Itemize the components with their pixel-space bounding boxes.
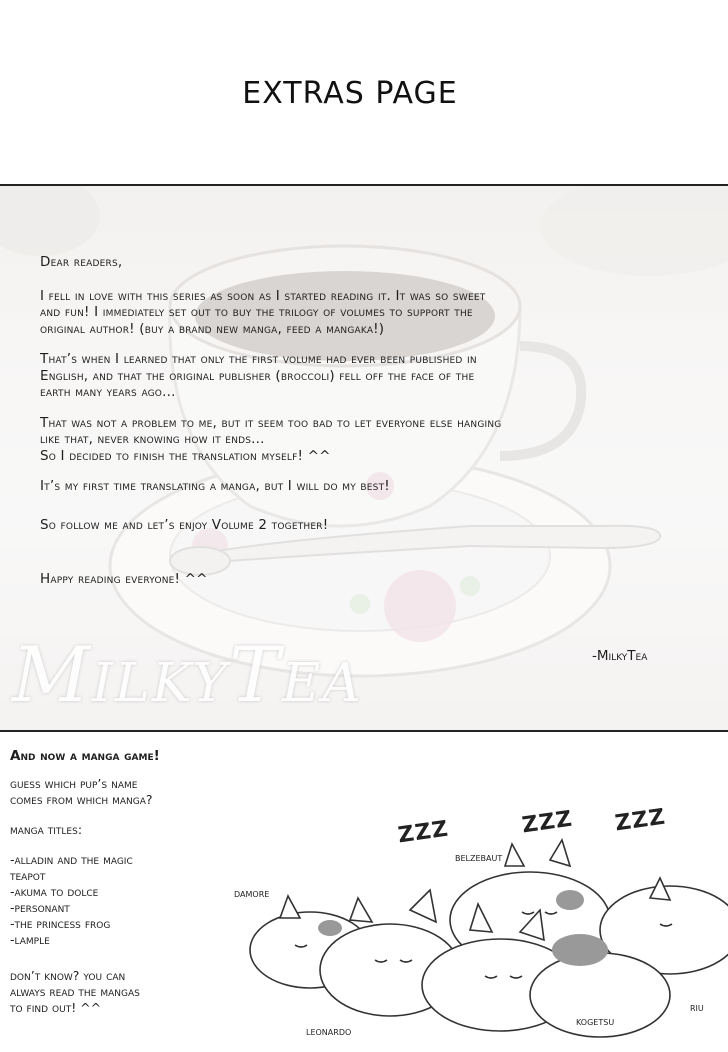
zzz-sound-effect: ZZZ — [520, 806, 575, 839]
game-heading: And now a manga game! — [10, 748, 160, 764]
bottom-divider — [0, 730, 728, 732]
game-footer: don’t know? you can always read the mangas to find out! ^^ — [10, 968, 140, 1015]
letter-paragraph-3: That was not a problem to me, but it seem too bad to let everyone else hanging like that, never knowing how it ends... So I decided to finish the translation myself! ^^ — [40, 414, 502, 464]
game-question: guess which pup’s name comes from which manga? — [10, 776, 153, 807]
sleeping-pups-illustration — [240, 800, 728, 1050]
letter-paragraph-5: So follow me and let’s enjoy Volume 2 together! — [40, 516, 329, 533]
letter-paragraph-4: It’s my first time translating a manga, but I will do my best! — [40, 478, 390, 494]
pup-label-kogetsu: kogetsu — [576, 1014, 615, 1028]
letter-paragraph-2: That’s when I learned that only the first volume had ever been published in English, and that the original publisher (broccoli) fell off the face of the earth many years ago... — [40, 351, 477, 400]
letter-paragraph-6: Happy reading everyone! ^^ — [40, 571, 208, 587]
zzz-sound-effect: ZZZ — [396, 816, 451, 849]
list-item: -akuma to dolce — [10, 884, 99, 899]
milkytea-watermark: MilkyTea — [12, 630, 363, 719]
list-item: -personant — [10, 900, 70, 915]
list-item: -alladin and the magic teapot — [10, 852, 133, 883]
list-item: -lample — [10, 932, 50, 947]
header — [0, 0, 728, 184]
letter-signature: -MilkyTea — [592, 648, 648, 664]
zzz-sound-effect: ZZZ — [613, 804, 668, 837]
pup-label-leonardo: leonardo — [306, 1024, 352, 1038]
page-title: EXTRAS PAGE — [242, 76, 458, 111]
pup-label-damore: damore — [234, 886, 270, 900]
letter-paragraph-1: I fell in love with this series as soon as I started reading it. It was so sweet and fun! I immediately set out to buy the trilogy of volumes to support the original author! (buy a brand new manga, feed a mangaka!) — [40, 287, 486, 337]
manga-titles-label: manga titles: — [10, 822, 83, 837]
manga-titles-list — [10, 852, 240, 948]
pup-label-belzebaut: belzebaut — [455, 850, 503, 864]
manga-game-section — [10, 748, 240, 1016]
pup-label-riu: riu — [690, 1000, 704, 1014]
list-item: -the princess frog — [10, 916, 111, 931]
translator-letter — [40, 254, 680, 588]
letter-greeting: Dear readers, — [40, 254, 123, 270]
